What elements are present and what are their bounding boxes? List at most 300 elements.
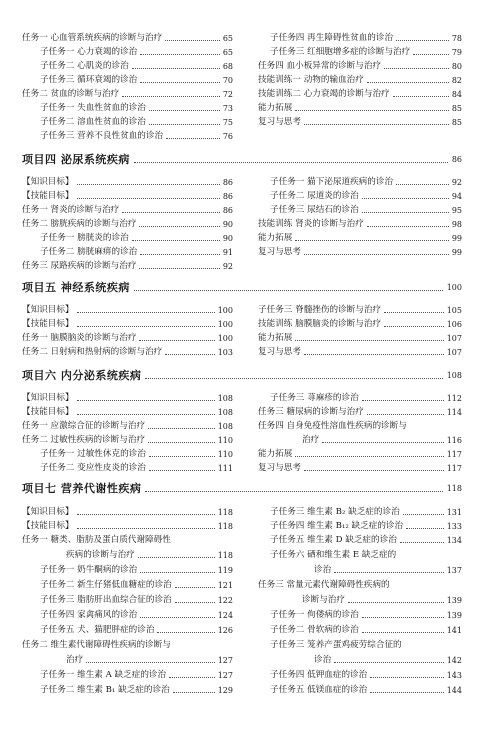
- toc-page-number: 122: [217, 596, 233, 605]
- toc-page-number: 107: [446, 348, 462, 357]
- toc-entry-title: 子任务三 脂肪肝出血综合征的诊治: [40, 595, 172, 605]
- toc-leader-dots: [140, 254, 220, 255]
- toc-page-number: 105: [446, 306, 462, 315]
- toc-entry-title: 任务一 应激综合征的诊断与治疗: [22, 421, 146, 431]
- toc-leader-dots: [304, 470, 444, 471]
- toc-entry-title: 治疗: [66, 655, 84, 665]
- toc-entry[interactable]: [22, 639, 233, 652]
- toc-entry-title: 子任务三 脊髓挫伤的诊断与治疗: [258, 305, 382, 315]
- toc-entry-title: 疾病的诊断与治疗: [66, 550, 135, 560]
- toc-entry-title: 【技能目标】: [22, 521, 74, 531]
- toc-page-number: 129: [217, 686, 233, 695]
- toc-page-number: 85: [451, 104, 462, 113]
- toc-entry[interactable]: [22, 88, 233, 101]
- chapter-page-number: 108: [446, 370, 462, 380]
- toc-leader-dots: [334, 662, 444, 663]
- toc-entry[interactable]: [314, 654, 462, 667]
- toc-leader-dots: [77, 514, 215, 515]
- toc-entry-title: 子任务三 荨麻疹的诊治: [270, 393, 359, 403]
- toc-page-number: 110: [217, 450, 233, 459]
- toc-leader-dots: [77, 400, 215, 401]
- toc-leader-dots: [322, 442, 444, 443]
- toc-leader-dots: [140, 54, 220, 55]
- toc-page-number: 141: [446, 626, 462, 635]
- toc-leader-dots: [77, 312, 215, 313]
- chapter-title: 项目七 营养代谢性疾病: [22, 482, 142, 495]
- toc-entry[interactable]: [40, 60, 233, 73]
- toc-entry[interactable]: [258, 232, 462, 245]
- toc-entry-title: 复习与思考: [258, 463, 301, 473]
- chapter-title: 项目四 泌尿系统疾病: [22, 153, 130, 166]
- toc-entry[interactable]: [22, 332, 233, 345]
- chapter-page-number: 86: [451, 154, 462, 164]
- toc-chapter-heading[interactable]: [22, 367, 462, 383]
- toc-page-number: 139: [446, 596, 462, 605]
- toc-leader-dots: [384, 68, 449, 69]
- toc-page-number: 84: [451, 90, 462, 99]
- toc-page-number: 137: [446, 566, 462, 575]
- toc-leader-dots: [295, 340, 443, 341]
- toc-page-number: 112: [446, 394, 462, 403]
- toc-entry-title: 子任务四 低钾血症的诊治: [270, 670, 368, 680]
- toc-entry-title: 子任务二 变应性皮炎的诊治: [40, 463, 146, 473]
- toc-entry-title: 复习与思考: [258, 347, 301, 357]
- toc-entry-title: 子任务二 尿道炎的诊治: [270, 191, 359, 201]
- toc-entry-title: 子任务五 维生素 D 缺乏症的诊治: [270, 535, 397, 545]
- toc-leader-dots: [396, 40, 449, 41]
- toc-entry[interactable]: [66, 549, 233, 562]
- toc-entry-title: 能力拓展: [258, 233, 293, 243]
- toc-page-number: 143: [446, 671, 462, 680]
- toc-page-number: 86: [222, 206, 233, 215]
- toc-entry[interactable]: [22, 434, 233, 447]
- toc-page-number: 126: [217, 626, 233, 635]
- toc-leader-dots: [384, 326, 444, 327]
- toc-entry[interactable]: [40, 669, 233, 682]
- toc-entry-title: 子任务三 维生素 B₂ 缺乏症的诊治: [270, 507, 400, 517]
- toc-entry-title: 子任务一 膀胱炎的诊治: [40, 233, 129, 243]
- toc-leader-dots: [77, 198, 220, 199]
- toc-entry[interactable]: [258, 102, 462, 115]
- toc-entry[interactable]: [302, 594, 462, 607]
- toc-leader-dots: [148, 442, 215, 443]
- toc-entry[interactable]: [258, 60, 462, 73]
- toc-entry-title: 任务一 心血管系统疾病的诊断与治疗: [22, 33, 163, 43]
- toc-leader-dots: [304, 354, 444, 355]
- toc-page-number: 95: [451, 206, 462, 215]
- toc-entry-title: 任务二 贫血的诊断与治疗: [22, 89, 120, 99]
- toc-leader-dots: [77, 414, 215, 415]
- toc-page-number: 65: [222, 48, 233, 57]
- toc-page-number: 127: [217, 671, 233, 680]
- toc-entry[interactable]: [258, 246, 462, 259]
- toc-entry-title: 子任务三 红细胞增多症的诊断与治疗: [270, 47, 411, 57]
- toc-leader-dots: [140, 617, 214, 618]
- toc-leader-dots: [295, 456, 443, 457]
- toc-leader-dots: [77, 528, 215, 529]
- toc-entry[interactable]: [22, 392, 233, 405]
- toc-leader-dots: [384, 312, 444, 313]
- toc-page-number: 108: [217, 408, 233, 417]
- toc-page-number: 108: [217, 422, 233, 431]
- toc-page-number: 98: [451, 220, 462, 229]
- toc-page-number: 111: [217, 464, 233, 473]
- toc-leader-dots: [165, 354, 214, 355]
- toc-leader-dots: [86, 662, 215, 663]
- toc-page-number: 110: [217, 436, 233, 445]
- toc-entry-title: 任务二 过敏性疾病的诊断与治疗: [22, 435, 146, 445]
- toc-page-number: 94: [451, 192, 462, 201]
- toc-entry-title: 任务一 糖类、脂肪及蛋白质代谢障碍性: [22, 535, 171, 545]
- toc-entry[interactable]: [22, 406, 233, 419]
- toc-entry[interactable]: [40, 232, 233, 245]
- toc-leader-dots: [149, 456, 215, 457]
- toc-page-number: 118: [217, 508, 233, 517]
- toc-leader-dots: [140, 572, 214, 573]
- toc-page-number: 85: [451, 118, 462, 127]
- toc-entry-title: 【知识目标】: [22, 507, 74, 517]
- toc-entry-title: 子任务一 维生素 A 缺乏症的诊治: [40, 670, 167, 680]
- toc-entry[interactable]: [258, 88, 462, 101]
- toc-entry[interactable]: [40, 448, 233, 461]
- toc-chapter-heading[interactable]: [22, 480, 462, 496]
- toc-page-number: 119: [217, 566, 233, 575]
- toc-leader-dots: [134, 290, 443, 291]
- toc-entry[interactable]: [22, 190, 233, 203]
- toc-page-number: 82: [451, 76, 462, 85]
- toc-leader-dots: [149, 470, 215, 471]
- toc-entry-title: 【知识目标】: [22, 177, 74, 187]
- toc-leader-dots: [367, 414, 444, 415]
- toc-page-number: 79: [451, 48, 462, 57]
- toc-entry-title: 子任务六 硒和维生素 E 缺乏症的: [270, 550, 397, 560]
- toc-entry-title: 任务三 尿路疾病的诊断与治疗: [22, 261, 137, 271]
- toc-leader-dots: [139, 340, 214, 341]
- toc-entry[interactable]: [22, 506, 233, 519]
- toc-leader-dots: [145, 378, 442, 379]
- toc-entry-title: 子任务三 循环衰竭的诊治: [40, 75, 138, 85]
- toc-entry[interactable]: [40, 624, 233, 637]
- toc-entry[interactable]: [22, 520, 233, 533]
- toc-entry[interactable]: [270, 506, 462, 519]
- toc-entry[interactable]: [22, 318, 233, 331]
- toc-page-number: 116: [446, 436, 462, 445]
- toc-page-number: 90: [222, 234, 233, 243]
- toc-leader-dots: [138, 557, 215, 558]
- toc-leader-dots: [400, 542, 444, 543]
- toc-entry-title: 任务二 日射病和热射病的诊断与治疗: [22, 347, 163, 357]
- toc-entry-title: 任务一 脑膜脑炎的诊断与治疗: [22, 333, 137, 343]
- toc-entry-title: 子任务三 营养不良性贫血的诊治: [40, 131, 164, 141]
- toc-entry[interactable]: [22, 218, 233, 231]
- toc-leader-dots: [169, 677, 215, 678]
- toc-leader-dots: [148, 428, 215, 429]
- toc-page-number: 78: [451, 34, 462, 43]
- toc-entry[interactable]: [40, 462, 233, 475]
- toc-leader-dots: [149, 110, 220, 111]
- toc-entry[interactable]: [22, 260, 233, 273]
- toc-entry-title: 子任务四 维生素 B₁₂ 缺乏症的诊治: [270, 521, 404, 531]
- toc-leader-dots: [175, 587, 215, 588]
- toc-entry-title: 子任务一 猫下泌尿道疾病的诊治: [270, 177, 394, 187]
- toc-page-number: 133: [446, 522, 462, 531]
- toc-entry-title: 【技能目标】: [22, 407, 74, 417]
- toc-entry-title: 子任务一 奶牛酮病的诊治: [40, 565, 138, 575]
- chapter-title: 项目六 内分泌系统疾病: [22, 369, 142, 382]
- toc-leader-dots: [77, 326, 215, 327]
- toc-entry[interactable]: [22, 346, 233, 359]
- toc-entry-title: 治疗: [302, 435, 320, 445]
- toc-leader-dots: [132, 68, 220, 69]
- toc-entry-title: 子任务三 尿结石的诊治: [270, 205, 359, 215]
- toc-entry-title: 子任务三 笼养产蛋鸡疲劳综合征的: [270, 640, 402, 650]
- toc-entry[interactable]: [314, 564, 462, 577]
- toc-leader-dots: [304, 124, 449, 125]
- toc-page-number: 106: [446, 320, 462, 329]
- toc-leader-dots: [362, 617, 444, 618]
- toc-page-number: 124: [217, 611, 233, 620]
- toc-page-number: 121: [217, 581, 233, 590]
- toc-entry[interactable]: [270, 32, 462, 45]
- toc-entry-title: 技能训练一 动物的输血治疗: [258, 75, 364, 85]
- toc-page-number: 92: [222, 262, 233, 271]
- toc-entry-title: 技能训练二 心力衰竭的诊断与治疗: [258, 89, 390, 99]
- toc-page-number: 73: [222, 104, 233, 113]
- toc-entry-title: 子任务五 犬、猫肥胖症的诊治: [40, 625, 155, 635]
- toc-entry-title: 子任务二 维生素 B₁ 缺乏症的诊治: [40, 685, 170, 695]
- toc-entry-title: 子任务一 心力衰竭的诊治: [40, 47, 138, 57]
- toc-leader-dots: [157, 632, 214, 633]
- toc-entry-title: 子任务二 溶血性贫血的诊治: [40, 117, 146, 127]
- toc-leader-dots: [77, 184, 220, 185]
- toc-page-number: 65: [222, 34, 233, 43]
- toc-entry-title: 【知识目标】: [22, 393, 74, 403]
- toc-entry-title: 能力拓展: [258, 103, 293, 113]
- toc-entry[interactable]: [40, 102, 233, 115]
- toc-entry-title: 任务四 自身免疫性溶血性疾病的诊断与: [258, 421, 407, 431]
- toc-entry[interactable]: [40, 594, 233, 607]
- toc-entry-title: 诊断与治疗: [302, 595, 345, 605]
- toc-entry-title: 诊治: [314, 655, 332, 665]
- toc-page-number: 118: [217, 551, 233, 560]
- toc-leader-dots: [406, 528, 444, 529]
- toc-leader-dots: [122, 212, 220, 213]
- toc-entry-title: 任务三 常量元素代谢障碍性疾病的: [258, 580, 390, 590]
- toc-leader-dots: [396, 184, 449, 185]
- toc-entry-title: 子任务一 失血性贫血的诊治: [40, 103, 146, 113]
- toc-entry[interactable]: [258, 579, 462, 592]
- toc-page-number: 103: [217, 348, 233, 357]
- toc-entry-title: 技能训练 肾炎的诊断与治疗: [258, 219, 364, 229]
- toc-chapter-heading[interactable]: [22, 279, 462, 295]
- toc-entry[interactable]: [258, 318, 462, 331]
- toc-entry[interactable]: [22, 32, 233, 45]
- toc-entry[interactable]: [270, 46, 462, 59]
- toc-page-number: 92: [451, 178, 462, 187]
- toc-entry[interactable]: [40, 684, 233, 697]
- toc-page-number: 139: [446, 611, 462, 620]
- toc-leader-dots: [295, 110, 448, 111]
- toc-entry[interactable]: [258, 346, 462, 359]
- toc-entry[interactable]: [258, 332, 462, 345]
- toc-entry-title: 复习与思考: [258, 117, 301, 127]
- toc-entry-title: 任务二 维生素代谢障碍性疾病的诊断与: [22, 640, 171, 650]
- toc-entry-title: 诊治: [314, 565, 332, 575]
- toc-entry[interactable]: [22, 534, 233, 547]
- toc-page-number: 86: [222, 192, 233, 201]
- toc-entry[interactable]: [66, 654, 233, 667]
- toc-page-number: 144: [446, 686, 462, 695]
- toc-entry[interactable]: [40, 246, 233, 259]
- toc-page-number: 100: [217, 306, 233, 315]
- toc-entry[interactable]: [270, 549, 462, 562]
- toc-entry-title: 复习与思考: [258, 247, 301, 257]
- toc-entry[interactable]: [258, 218, 462, 231]
- toc-entry-title: 子任务五 低镁血症的诊治: [270, 685, 368, 695]
- toc-leader-dots: [367, 82, 449, 83]
- toc-leader-dots: [165, 40, 220, 41]
- toc-entry-title: 子任务四 再生障碍性贫血的诊治: [270, 33, 394, 43]
- toc-entry-title: 子任务一 佝偻病的诊治: [270, 610, 359, 620]
- toc-entry-title: 【知识目标】: [22, 305, 74, 315]
- toc-leader-dots: [393, 96, 449, 97]
- toc-leader-dots: [173, 692, 215, 693]
- toc-entry[interactable]: [40, 579, 233, 592]
- toc-entry[interactable]: [270, 204, 462, 217]
- toc-entry-title: 子任务二 心肌炎的诊治: [40, 61, 129, 71]
- toc-chapter-heading[interactable]: [22, 151, 462, 167]
- toc-leader-dots: [149, 124, 220, 125]
- toc-entry[interactable]: [22, 304, 233, 317]
- toc-leader-dots: [362, 632, 444, 633]
- toc-entry[interactable]: [258, 462, 462, 475]
- toc-entry[interactable]: [270, 520, 462, 533]
- toc-page-number: 100: [217, 320, 233, 329]
- toc-entry-title: 任务四 血小板异常的诊断与治疗: [258, 61, 382, 71]
- toc-page-number: 91: [222, 248, 233, 257]
- toc-entry-title: 子任务二 骨软病的诊治: [270, 625, 359, 635]
- toc-leader-dots: [166, 138, 220, 139]
- toc-entry[interactable]: [270, 684, 462, 697]
- toc-page-number: 68: [222, 62, 233, 71]
- toc-entry-title: 任务二 膀胱疾病的诊断与治疗: [22, 219, 137, 229]
- toc-entry[interactable]: [270, 534, 462, 547]
- toc-leader-dots: [134, 162, 448, 163]
- toc-leader-dots: [370, 692, 443, 693]
- toc-leader-dots: [122, 96, 220, 97]
- toc-page-number: 107: [446, 334, 462, 343]
- toc-entry[interactable]: [258, 406, 462, 419]
- toc-entry[interactable]: [40, 609, 233, 622]
- toc-page-number: 134: [446, 536, 462, 545]
- toc-entry-title: 技能训练 脑膜脑炎的诊断与治疗: [258, 319, 382, 329]
- toc-page-number: 100: [217, 334, 233, 343]
- toc-entry[interactable]: [270, 609, 462, 622]
- toc-entry[interactable]: [270, 392, 462, 405]
- toc-page-number: 117: [446, 464, 462, 473]
- toc-entry[interactable]: [40, 130, 233, 143]
- toc-leader-dots: [139, 268, 219, 269]
- toc-page-number: 75: [222, 118, 233, 127]
- toc-leader-dots: [132, 240, 220, 241]
- toc-page-number: 108: [217, 394, 233, 403]
- chapter-page-number: 100: [446, 282, 462, 292]
- toc-entry[interactable]: [270, 176, 462, 189]
- toc-leader-dots: [367, 226, 449, 227]
- toc-page-number: 76: [222, 132, 233, 141]
- toc-page-number: 118: [217, 522, 233, 531]
- toc-leader-dots: [175, 602, 215, 603]
- toc-entry[interactable]: [258, 448, 462, 461]
- toc-entry[interactable]: [270, 639, 462, 652]
- toc-entry[interactable]: [40, 46, 233, 59]
- toc-entry[interactable]: [270, 624, 462, 637]
- toc-page-number: 90: [222, 220, 233, 229]
- toc-entry-title: 【技能目标】: [22, 191, 74, 201]
- toc-entry[interactable]: [40, 74, 233, 87]
- toc-leader-dots: [362, 400, 444, 401]
- toc-leader-dots: [413, 54, 449, 55]
- toc-page-number: 99: [451, 248, 462, 257]
- toc-entry-title: 能力拓展: [258, 333, 293, 343]
- toc-entry-title: 能力拓展: [258, 449, 293, 459]
- toc-page-number: 70: [222, 76, 233, 85]
- toc-entry-title: 任务三 糖尿病的诊断与治疗: [258, 407, 364, 417]
- toc-entry[interactable]: [270, 669, 462, 682]
- toc-page-number: 114: [446, 408, 462, 417]
- toc-entry-title: 子任务一 过敏性休克的诊治: [40, 449, 146, 459]
- chapter-title: 项目五 神经系统疾病: [22, 281, 130, 294]
- toc-entry[interactable]: [40, 116, 233, 129]
- toc-leader-dots: [304, 254, 449, 255]
- toc-leader-dots: [403, 514, 444, 515]
- toc-entry[interactable]: [258, 420, 462, 433]
- toc-leader-dots: [362, 212, 449, 213]
- toc-entry-title: 子任务二 膀胱麻痹的诊治: [40, 247, 138, 257]
- toc-entry[interactable]: [258, 74, 462, 87]
- toc-page-number: 72: [222, 90, 233, 99]
- toc-leader-dots: [334, 572, 444, 573]
- toc-leader-dots: [140, 82, 220, 83]
- toc-entry-title: 子任务二 新生仔猪低血糖症的诊治: [40, 580, 172, 590]
- toc-leader-dots: [139, 226, 219, 227]
- toc-page-number: 86: [222, 178, 233, 187]
- toc-leader-dots: [145, 491, 442, 492]
- toc-page-number: 131: [446, 508, 462, 517]
- toc-entry[interactable]: [40, 564, 233, 577]
- toc-entry[interactable]: [22, 204, 233, 217]
- toc-leader-dots: [362, 198, 449, 199]
- toc-entry[interactable]: [302, 434, 462, 447]
- toc-entry[interactable]: [22, 420, 233, 433]
- toc-leader-dots: [370, 677, 443, 678]
- toc-page-number: 117: [446, 450, 462, 459]
- toc-entry[interactable]: [258, 116, 462, 129]
- toc-page-number: 142: [446, 656, 462, 665]
- toc-page-number: 80: [451, 62, 462, 71]
- toc-entry[interactable]: [258, 304, 462, 317]
- toc-entry[interactable]: [270, 190, 462, 203]
- toc-entry-title: 【技能目标】: [22, 319, 74, 329]
- chapter-page-number: 118: [446, 483, 462, 493]
- toc-page-number: 99: [451, 234, 462, 243]
- toc-entry-title: 任务一 肾炎的诊断与治疗: [22, 205, 120, 215]
- toc-page-number: 127: [217, 656, 233, 665]
- toc-entry-title: 子任务四 家禽痛风的诊治: [40, 610, 138, 620]
- toc-entry[interactable]: [22, 176, 233, 189]
- toc-leader-dots: [295, 240, 448, 241]
- toc-leader-dots: [348, 602, 444, 603]
